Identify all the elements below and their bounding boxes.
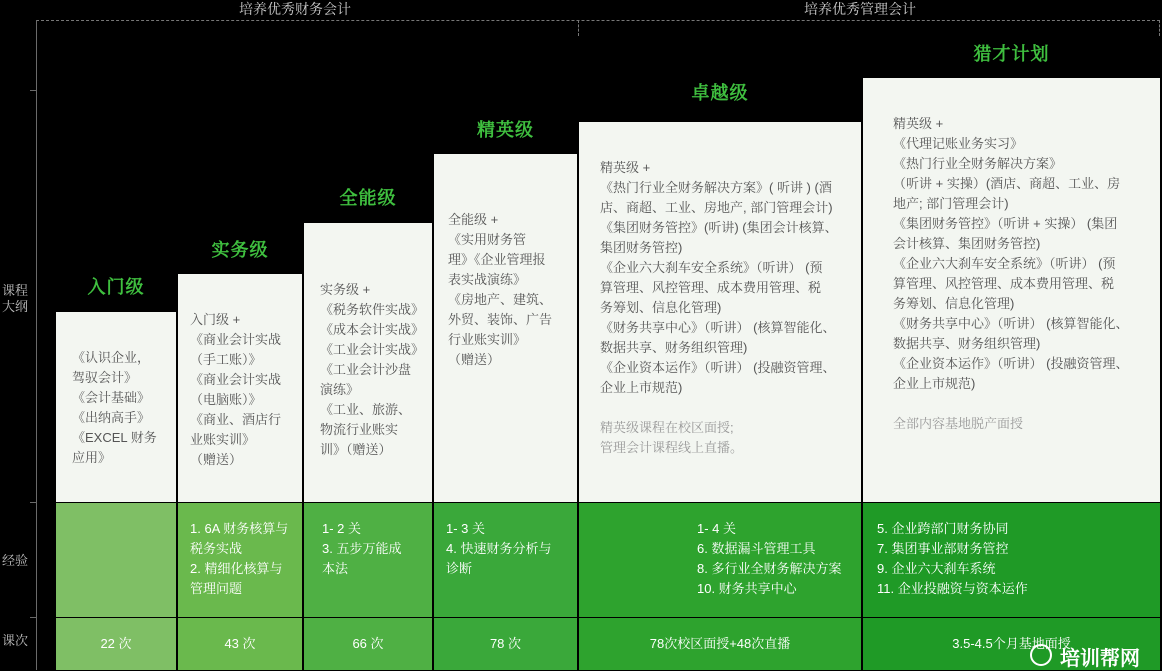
experience-text-talent-plan: 5. 企业跨部门财务协同 7. 集团事业部财务管控 9. 企业六大刹车系统 11. 企业投融资与资本运作 [877,521,1028,596]
row-label-experience: 经验 [1,553,28,568]
level-column-practical [178,274,302,502]
experience-text-allround: 1- 2 关 3. 五步万能成 本法 [322,521,402,576]
level-column-talent-plan [863,78,1160,502]
sessions-cell-allround [304,618,432,670]
watermark-logo-icon [1030,644,1052,666]
sessions-text-elite: 78 次 [489,636,522,651]
outline-text-elite: 全能级 + 《实用财务管 理》《企业管理报 表实战演练》 《房地产、建筑、 外贸、装饰、广告 行业账实训》 （赠送） [448,212,553,367]
level-column-allround [304,223,432,502]
sessions-cell-practical [178,618,302,670]
watermark-text: 培训帮网 [1060,648,1140,670]
outline-text-allround: 实务级 + 《税务软件实战》 《成本会计实战》 《工业会计实战》 《工业会计沙盘 演练》 《工业、旅游、 物流行业账实 训》（赠送） [320,282,425,457]
sessions-text-practical: 43 次 [224,636,256,651]
outline-text-excellence: 精英级 + 《热门行业全财务解决方案》( 听讲 ) (酒 店、商超、工业、房地产, 部门管理会计) 《集团财务管控》(听讲) (集团会计核算、 集团财务管控) 《企业六大刹车安全系统》（听讲） (预 算管理、风控管理、成本费用管理、税 务筹划、信息化管理) 《财务共享中心》（听讲） (核算智能化、 数据共享、财务组织管理) 《企业资本运作》（听讲） (投融资管理、 企业上市规范) [600,160,838,395]
level-title-talent-plan: 猎才计划 [973,44,1050,64]
sessions-cell-excellence [579,618,861,670]
level-column-entry [56,312,176,502]
outline-text-practical: 入门级 + 《商业会计实战 （手工账）》 《商业会计实战 （电脑账）》 《商业、酒店行 业账实训》 （赠送） [190,312,282,467]
sessions-cell-elite [434,618,577,670]
experience-cell-entry [56,503,176,617]
experience-cell-excellence [579,503,861,617]
sessions-text-excellence: 78次校区面授+48次直播 [649,636,791,651]
level-title-excellence: 卓越级 [691,83,749,103]
sessions-text-allround: 66 次 [352,636,384,651]
experience-cell-talent-plan [863,503,1160,617]
experience-cell-allround [304,503,432,617]
right-section-label: 培养优秀管理会计 [804,1,916,17]
level-title-elite: 精英级 [477,120,534,140]
header-bracket-right [1159,20,1160,36]
outline-text-talent-plan: 精英级 + 《代理记账业务实习》 《热门行业全财务解决方案》 （听讲 + 实操）(酒店、商超、工业、房 地产; 部门管理会计) 《集团财务管控》（听讲 + 实操） (集团 会计核算、集团财务管控) 《企业六大刹车安全系统》（听讲） (预 算管理、风控管理、成本费用管理、税 务筹划、信息化管理) 《财务共享中心》（听讲） (核算智能化、 数据共享、财务组织管理) 《企业资本运作》（听讲） (投融资管理、 企业上市规范) [893,116,1129,391]
left-axis [36,20,37,670]
sessions-cell-entry [56,618,176,670]
experience-text-excellence: 1- 4 关 6. 数据漏斗管理工具 8. 多行业全财务解决方案 10. 财务共享中心 [697,521,842,596]
header-bracket-divider [578,20,579,36]
note-text-excellence: 精英级课程在校区面授; 管理会计课程线上直播。 [600,420,744,455]
note-text-talent-plan: 全部内容基地脱产面授 [893,416,1024,431]
experience-text-elite: 1- 3 关 4. 快速财务分析与 诊断 [446,521,552,576]
row-label-sessions: 课次 [1,633,28,648]
sessions-text-entry: 22 次 [100,636,132,651]
header-bracket-line [36,20,1160,21]
watermark [1030,640,1160,668]
left-section-label: 培养优秀财务会计 [239,1,351,17]
level-title-entry: 入门级 [87,277,145,297]
experience-text-practical: 1. 6A 财务核算与 税务实战 2. 精细化核算与 管理问题 [190,521,289,596]
experience-cell-practical [178,503,302,617]
axis-tick-experience [30,617,36,618]
level-column-excellence [579,122,861,502]
level-column-elite [434,154,577,502]
sessions-text-talent-plan: 3.5-4.5个月基地面授 [952,636,1071,651]
outline-text-entry: 《认识企业， 驾驭会计》 《会计基础》 《出纳高手》 《EXCEL 财务 应用》 [72,350,157,465]
level-title-practical: 实务级 [211,240,269,260]
experience-cell-elite [434,503,577,617]
row-label-outline: 课程 大纲 [1,283,28,314]
axis-tick-outline [30,502,36,503]
axis-tick-top [30,90,36,91]
level-title-allround: 全能级 [339,188,397,208]
